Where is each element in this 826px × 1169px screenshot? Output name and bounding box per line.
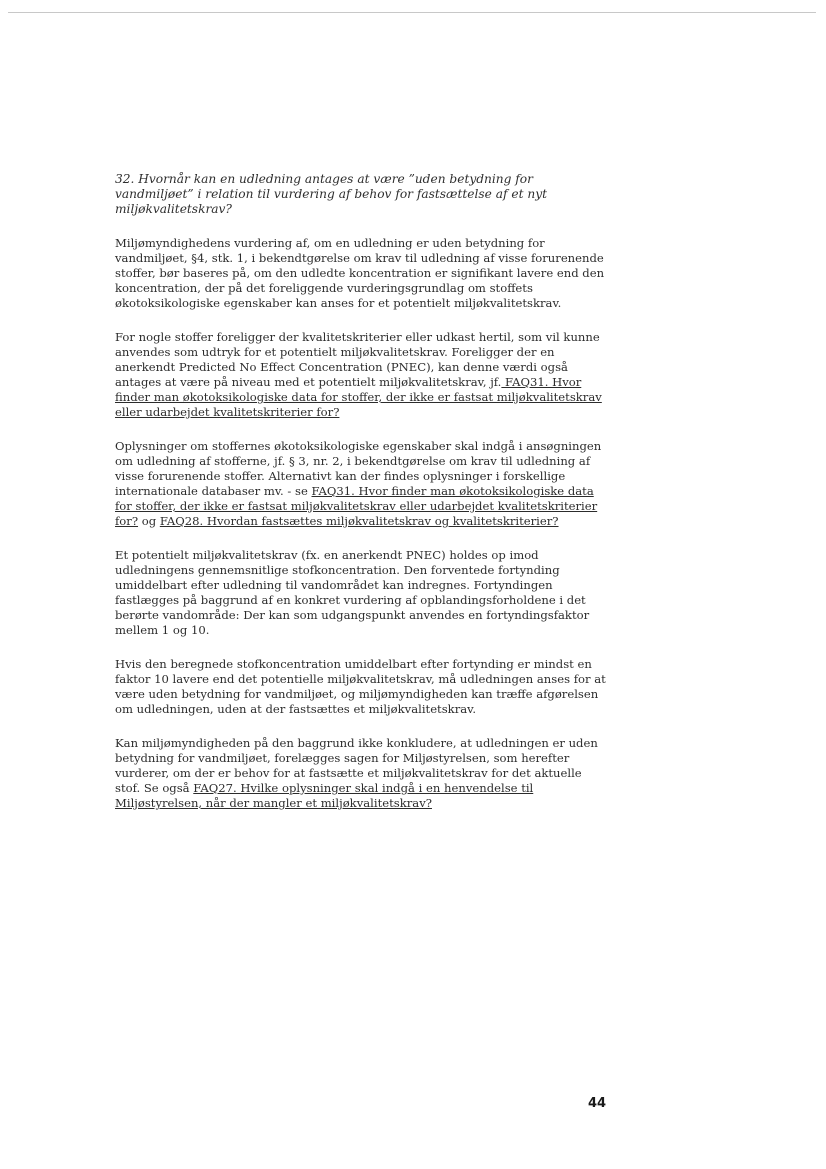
paragraph-text: For nogle stoffer foreligger der kvalitetskriterier eller udkast hertil, som vil kunne anvendes som udtryk for et potentielt miljøkvalitetskrav. Foreligger der en anerkendt Predicted No Effect Concentration (PNEC), kan denne værdi også antages at være på niveau med et potentielt miljøkvalitetskrav, jf.: [115, 330, 600, 389]
faq31-link[interactable]: FAQ31. Hvor finder man økotoksikologiske data for stoffer, der ikke er fastsat miljøkvalitetskrav eller udarbejdet kvalitetskriterier for?: [115, 375, 602, 419]
paragraph-4: [115, 548, 607, 638]
top-rule: [8, 12, 816, 13]
question-heading: 32. Hvornår kan en udledning antages at være ”uden betydning for vandmiljøet” i relation til vurdering af behov for fastsættelse af et nyt miljøkvalitetskrav?: [115, 172, 548, 216]
paragraph-text: Kan miljømyndigheden på den baggrund ikke konkludere, at udledningen er uden betydning for vandmiljøet, forelægges sagen for Miljøstyrelsen, som herefter vurderer, om der er behov for at fastsætte et miljøkvalitetskrav for det aktuelle stof. Se også: [115, 736, 598, 795]
paragraph-3: [115, 439, 607, 529]
paragraph-2: [115, 330, 607, 420]
paragraph-text: Et potentielt miljøkvalitetskrav (fx. en anerkendt PNEC) holdes op imod udledningens gennemsnitlige stofkoncentration. Den forventede fortynding umiddelbart efter udledning til vandområdet kan indregnes. Fortyndingen fastlægges på baggrund af en konkret vurdering af opblandingsforholdene i det berørte vandområde: Der kan som udgangspunkt anvendes en fortyndingsfaktor mellem 1 og 10.: [115, 548, 590, 637]
paragraph-text: Miljømyndighedens vurdering af, om en udledning er uden betydning for vandmiljøet, §4, stk. 1, i bekendtgørelse om krav til udledning af visse forurenende stoffer, bør baseres på, om den udledte koncentration er signifikant lavere end den koncentration, der på det foreliggende vurderingsgrundlag om stoffets økotoksikologiske egenskaber kan anses for et potentielt miljøkvalitetskrav.: [115, 236, 605, 310]
paragraph-text: Hvis den beregnede stofkoncentration umiddelbart efter fortynding er mindst en faktor 10 lavere end det potentielle miljøkvalitetskrav, må udledningen anses for at være uden betydning for vandmiljøet, og miljømyndigheden kan træffe afgørelsen om udledningen, uden at der fastsættes et miljøkvalitetskrav.: [115, 657, 606, 716]
page-number: 44: [588, 1096, 607, 1111]
paragraph-text: Oplysninger om stoffernes økotoksikologiske egenskaber skal indgå i ansøgningen om udledning af stofferne, jf. § 3, nr. 2, i bekendtgørelse om krav til udledning af visse forurenende stoffer. Alternativt kan der findes oplysninger i forskellige internationale databaser mv. - se: [115, 439, 602, 498]
document-body: [115, 172, 607, 830]
paragraph-1: [115, 236, 607, 311]
faq27-link[interactable]: FAQ27. Hvilke oplysninger skal indgå i en henvendelse til Miljøstyrelsen, når der mangler et miljøkvalitetskrav?: [115, 781, 534, 810]
paragraph-5: [115, 657, 607, 717]
faq28-link[interactable]: FAQ28. Hvordan fastsættes miljøkvalitetskrav og kvalitetskriterier?: [159, 514, 559, 528]
paragraph-text: og: [138, 514, 160, 528]
paragraph-6: [115, 736, 607, 811]
faq31-link[interactable]: FAQ31. Hvor finder man økotoksikologiske data for stoffer, der ikke er fastsat miljøkvalitetskrav eller udarbejdet kvalitetskriterier for?: [115, 484, 598, 528]
